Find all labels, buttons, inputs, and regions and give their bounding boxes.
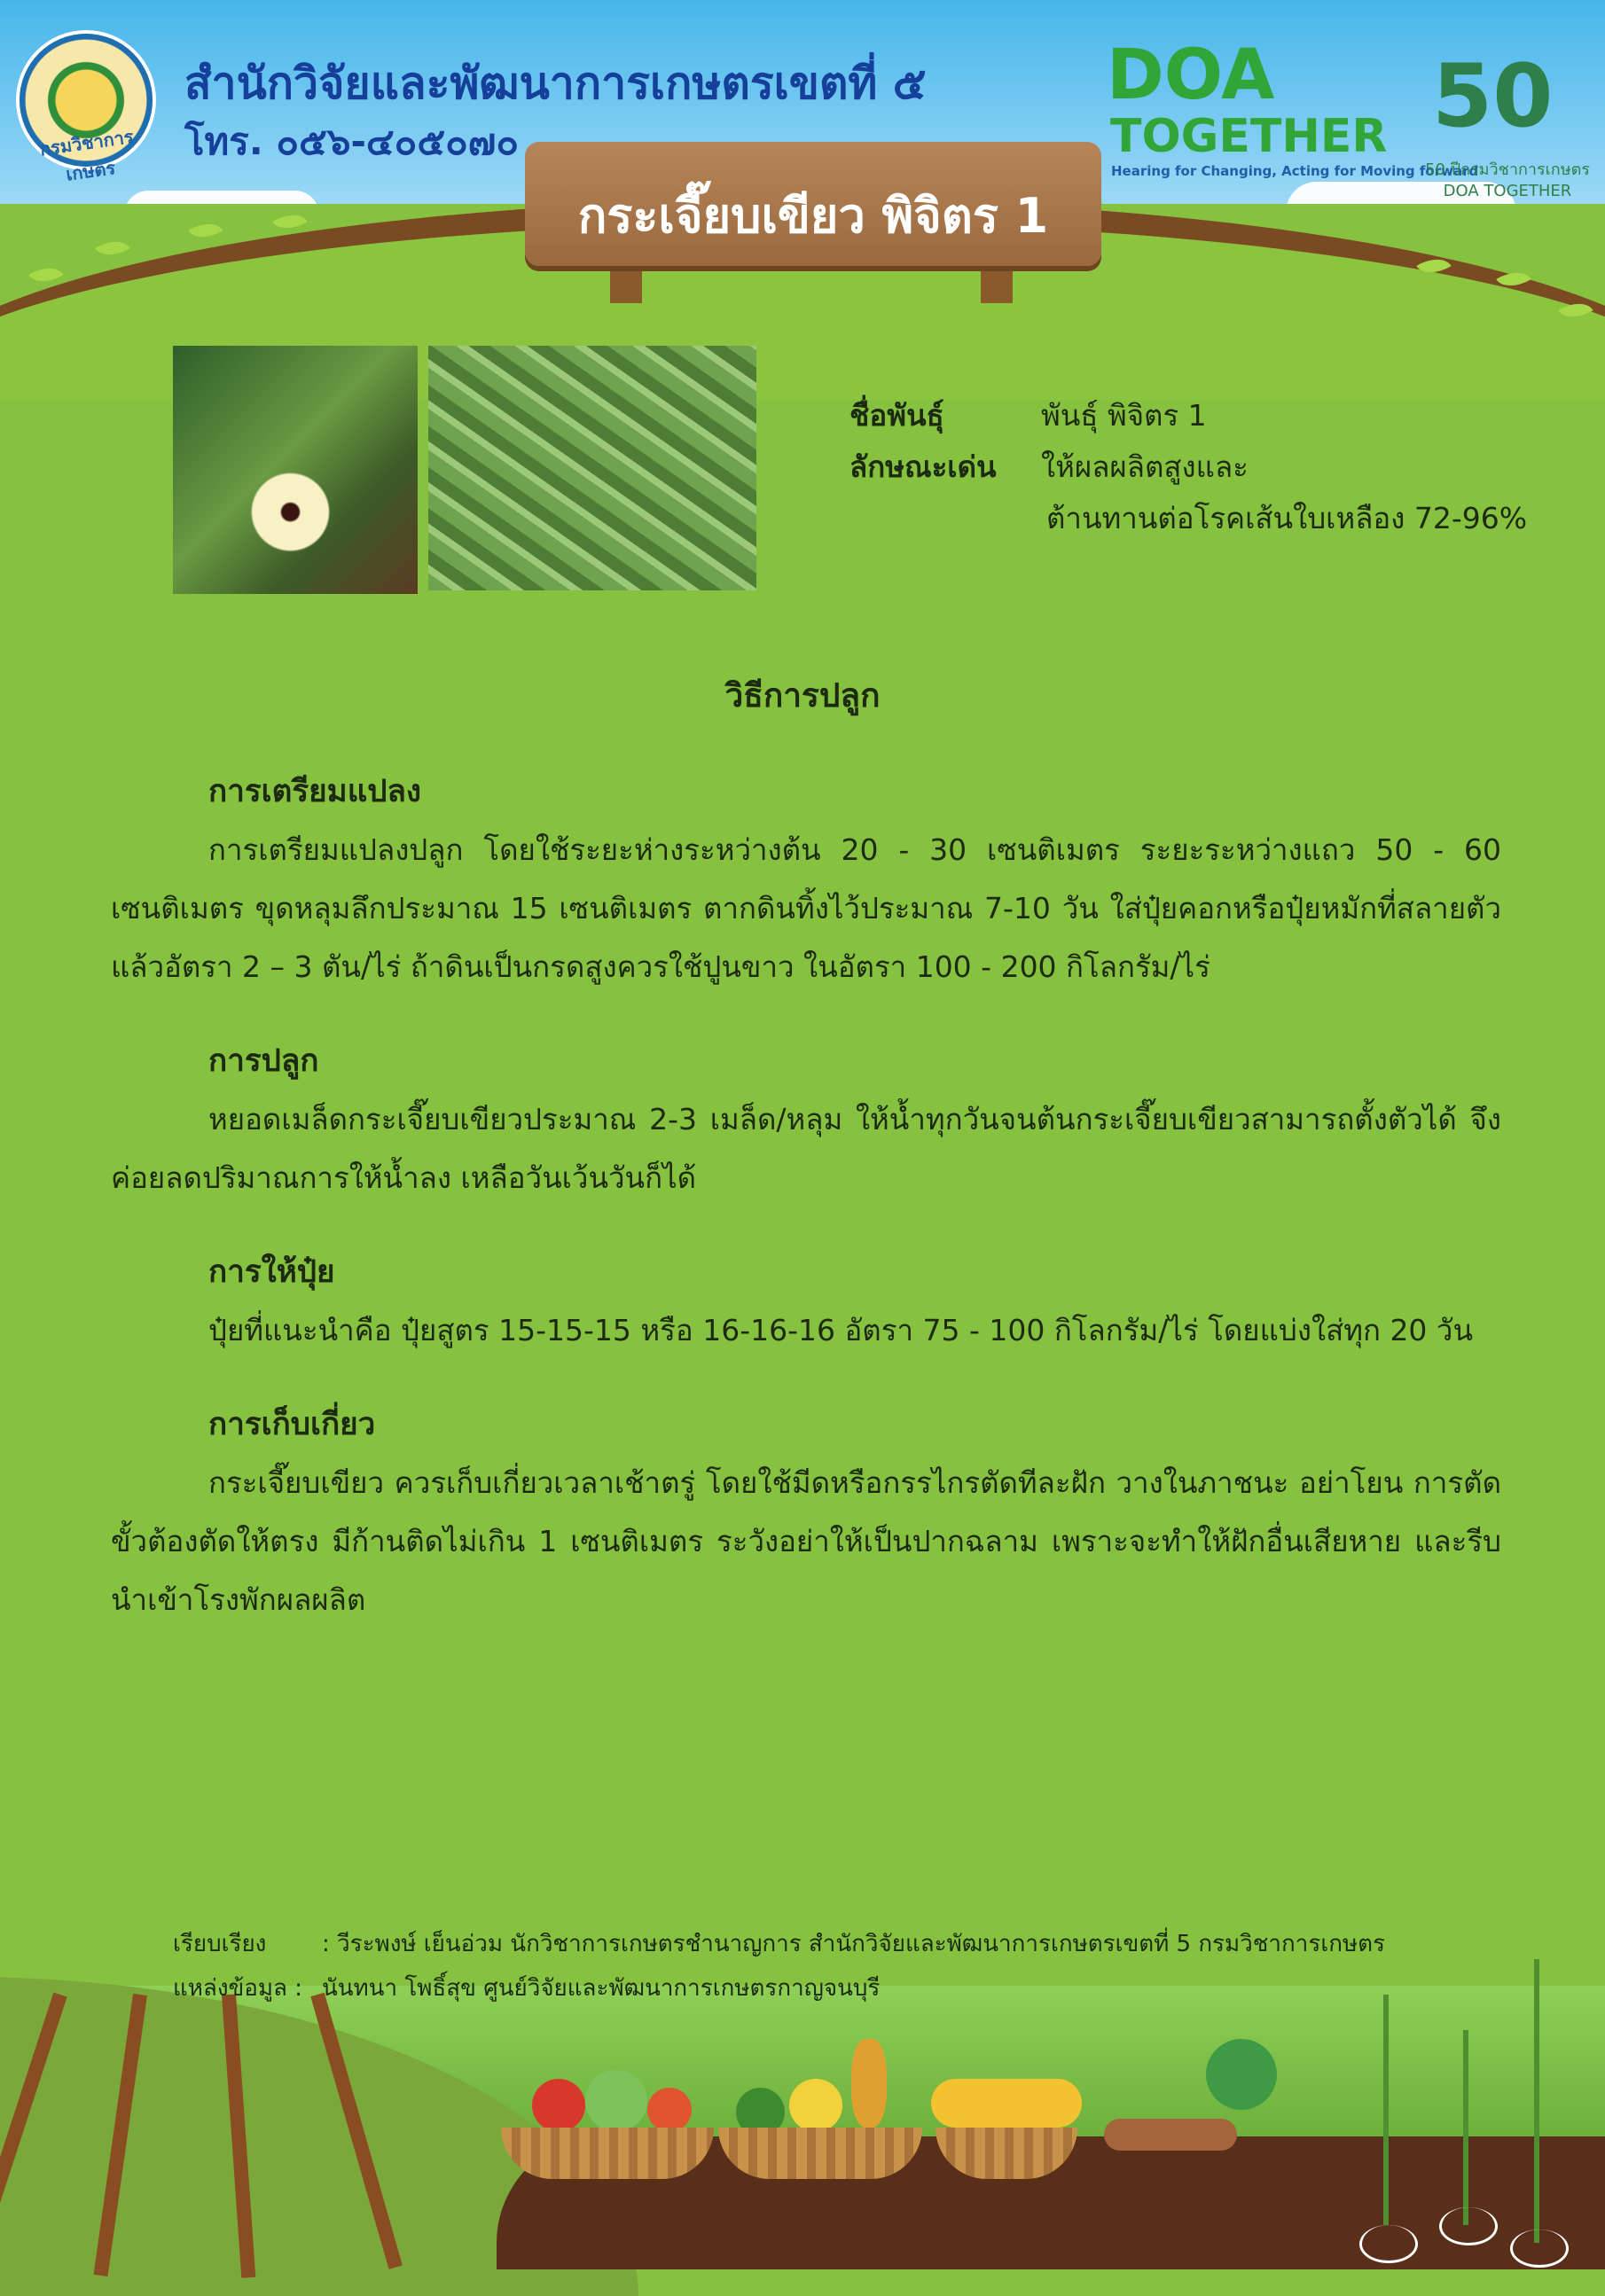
- corn-plant: [1463, 2030, 1468, 2225]
- section-text: กระเจี๊ยบเขียว ควรเก็บเกี่ยวเวลาเช้าตรู่ โดยใช้มีดหรือกรรไกรตัดทีละฝัก วางในภาชนะ อย่าโยน การตัดขั้วต้องตัดให้ตรง มีก้านติดไม่เกิน 1 เซนติเมตร ระวังอย่าให้เป็นปากฉลาม เพราะจะทำให้ฝักอื่นเสียหาย และรีบนำเข้าโรงพักผลผลิต: [111, 1465, 1501, 1617]
- variety-name-row: [849, 390, 1527, 441]
- variety-name-label: ชื่อพันธุ์: [849, 398, 944, 433]
- fruit-decoration: [851, 2039, 887, 2128]
- section-title: การเก็บเกี่ยว: [208, 1407, 376, 1442]
- variety-feature-value-cont: ต้านทานต่อโรคเส้นใบเหลือง 72-96%: [1046, 501, 1528, 535]
- section-title: การให้ปุ๋ย: [208, 1254, 335, 1290]
- organization-name: สำนักวิจัยและพัฒนาการเกษตรเขตที่ ๕: [184, 58, 927, 109]
- variety-feature-label: ลักษณะเด่น: [849, 449, 997, 484]
- credits-compiled-label: เรียบเรียง: [173, 1931, 267, 1957]
- plant-roots: [1359, 2225, 1418, 2263]
- anniversary-logo: 50: [1432, 46, 1554, 147]
- vegetable-decoration: [647, 2088, 692, 2132]
- fruit-basket: [718, 2128, 922, 2179]
- credits-source-label: แหล่งข้อมูล :: [173, 1975, 303, 2002]
- together-logo: TOGETHER: [1110, 110, 1388, 163]
- corn-plant: [1534, 1959, 1539, 2243]
- credits-compiled-value: : วีระพงษ์ เย็นอ่วม นักวิชาการเกษตรชำนาญการ สำนักวิจัยและพัฒนาการเกษตรเขตที่ 5 กรมวิชาการเกษตร: [322, 1931, 1385, 1957]
- cassava-decoration: [1104, 2119, 1237, 2151]
- section-text: ปุ๋ยที่แนะนำคือ ปุ๋ยสูตร 15-15-15 หรือ 16-16-16 อัตรา 75 - 100 กิโลกรัม/ไร่ โดยแบ่งใส่ทุก 20 วัน: [208, 1313, 1474, 1347]
- cassava-decoration: [1206, 2039, 1277, 2110]
- plant-roots: [1510, 2230, 1569, 2268]
- variety-feature-value: ให้ผลผลิตสูงและ: [1041, 449, 1249, 484]
- credits: [173, 1922, 1385, 2011]
- vegetable-basket: [501, 2128, 714, 2179]
- corn-plant: [1383, 1995, 1389, 2225]
- planting-heading: วิธีการปลูก: [724, 676, 881, 715]
- anniversary-caption: 50 ปีกรมวิชาการเกษตร DOA TOGETHER: [1425, 160, 1590, 200]
- variety-name-value: พันธุ์ พิจิตร 1: [1041, 398, 1207, 433]
- department-logo-text: กรมวิชาการเกษตร: [38, 125, 136, 185]
- variety-feature-row: [849, 441, 1527, 493]
- credits-source-value: นันทนา โพธิ์สุข ศูนย์วิจัยและพัฒนาการเกษตรกาญจนบุรี: [322, 1975, 881, 2002]
- fruit-decoration: [789, 2079, 842, 2132]
- section-title: การปลูก: [208, 1043, 319, 1079]
- credits-compiled-row: [173, 1922, 1385, 1966]
- variety-info: [849, 390, 1527, 544]
- vegetable-decoration: [532, 2079, 585, 2132]
- section-text: การเตรียมแปลงปลูก โดยใช้ระยะห่างระหว่างต้น 20 - 30 เซนติเมตร ระยะระหว่างแถว 50 - 60 เซนติเมตร ขุดหลุมลึกประมาณ 15 เซนติเมตร ตากดินทิ้งไว้ประมาณ 7-10 วัน ใส่ปุ๋ยคอกหรือปุ๋ยหมักที่สลายตัวแล้วอัตรา 2 – 3 ตัน/ไร่ ถ้าดินเป็นกรดสูงควรใช้ปูนขาว ในอัตรา 100 - 200 กิโลกรัม/ไร่: [111, 832, 1501, 984]
- doa-logo: DOA: [1107, 35, 1275, 115]
- credits-source-row: [173, 1966, 1385, 2011]
- plant-roots: [1439, 2207, 1498, 2245]
- okra-flower-photo: [173, 346, 418, 594]
- section-text: หยอดเมล็ดกระเจี๊ยบเขียวประมาณ 2-3 เมล็ด/หลุม ให้น้ำทุกวันจนต้นกระเจี๊ยบเขียวสามารถตั้งตัวได้ จึงค่อยลดปริมาณการให้น้ำลง เหลือวันเว้นวันก็ได้: [111, 1102, 1501, 1195]
- corn-decoration: [931, 2079, 1082, 2128]
- logo-tagline: Hearing for Changing, Acting for Moving forward: [1111, 163, 1479, 179]
- planting-content: [111, 762, 1501, 1665]
- vegetable-decoration: [585, 2070, 647, 2132]
- page-title: กระเจี๊ยบเขียว พิจิตร 1: [577, 188, 1049, 244]
- section-title: การเตรียมแปลง: [208, 774, 422, 809]
- phone-number: โทร. ๐๕๖-๔๐๕๐๗๐: [184, 120, 519, 163]
- okra-pods-photo: [428, 346, 756, 590]
